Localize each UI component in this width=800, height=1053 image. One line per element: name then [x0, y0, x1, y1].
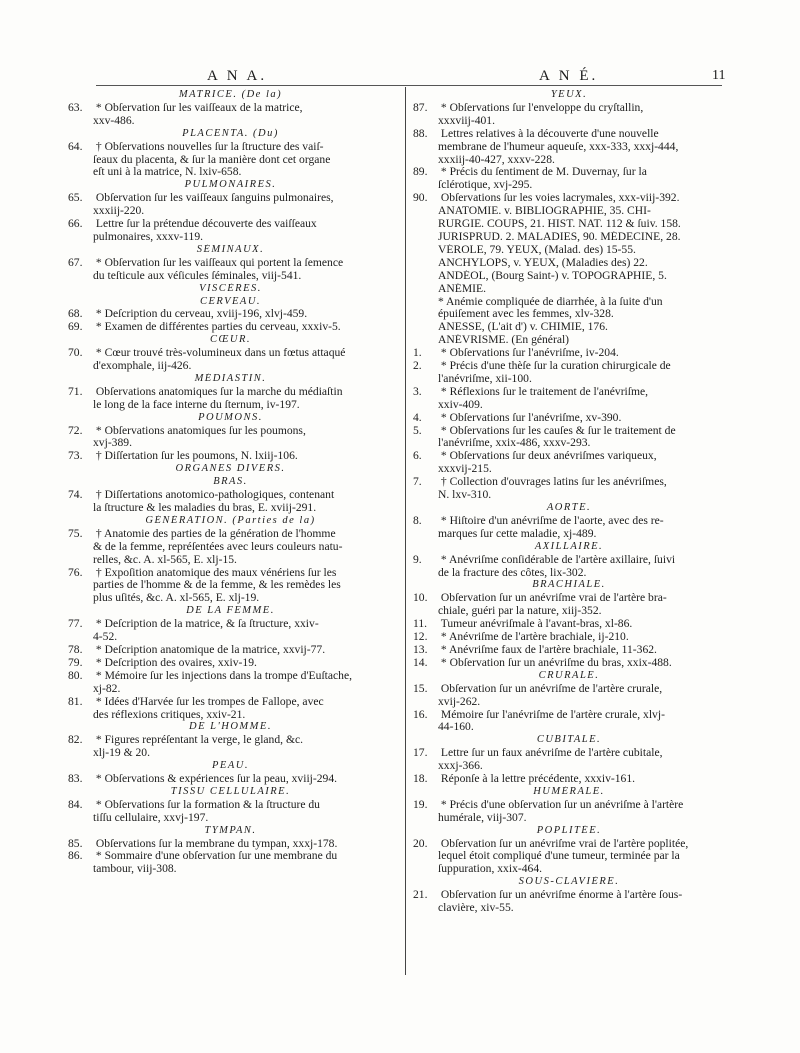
entry-continuation: lequel étoit compliqué d'une tumeur, terminée par la — [438, 850, 680, 863]
entry-text: * Obſervations anatomiques ſur les poumons, — [93, 424, 306, 437]
entry-number: 18. — [413, 773, 428, 786]
entry-number: 20. — [413, 837, 428, 850]
column-divider — [405, 87, 406, 975]
entry-text: * Obſervation ſur les vaiſſeaux qui portent la ſemence — [93, 256, 344, 269]
entry-text: Tumeur anévriſmale à l'avant-bras, xl-86. — [438, 618, 633, 631]
entry-number: 74. — [68, 489, 83, 502]
section-heading: DE L'HOMME. — [189, 721, 272, 733]
entry-number: 81. — [68, 695, 83, 708]
entry-continuation: xlj-19 & 20. — [93, 747, 151, 760]
entry-text: * Précis du ſentiment de M. Duvernay, ſur la — [438, 166, 647, 179]
section-heading: SÉMINAUX. — [196, 243, 265, 255]
index-entry — [68, 618, 393, 631]
entry-number: 63. — [68, 101, 83, 114]
index-entry — [413, 476, 725, 489]
entry-number: 73. — [68, 450, 83, 463]
section-heading: BRAS. — [213, 476, 248, 488]
entry-text: Lettre ſur un faux anévriſme de l'artère cubitale, — [438, 747, 663, 760]
index-entry — [68, 321, 393, 334]
entry-number: 15. — [413, 682, 428, 695]
index-entry — [68, 696, 393, 709]
running-header-left: A N A. — [207, 68, 268, 84]
running-header-right: A N É. — [539, 68, 599, 84]
entry-number: 68. — [68, 308, 83, 321]
entry-text: Obſervations ſur les voies lacrymales, xxx-viij-392. — [438, 192, 680, 205]
entry-continuation: de la fracture des côtes, lix-302. — [438, 566, 587, 579]
index-entry — [68, 489, 393, 502]
entry-text: * Réflexions ſur le traitement de l'anévriſme, — [438, 385, 649, 398]
section-heading: CŒUR. — [209, 334, 252, 346]
entry-number: 9. — [413, 553, 422, 566]
entry-continuation: l'anévriſme, xii-100. — [438, 372, 532, 385]
index-entry — [68, 450, 393, 463]
section-heading: YEUX. — [550, 89, 588, 100]
entry-continuation: chiale, guéri par la nature, xiij-352. — [438, 605, 602, 618]
index-entry — [68, 425, 393, 438]
index-entry — [68, 218, 393, 231]
entry-text: * Anévriſme faux de l'artère brachiale, 11-362. — [438, 643, 657, 656]
entry-continuation: * Anémie compliquée de diarrhée, à la ſuite d'un — [438, 295, 663, 308]
index-entry — [68, 773, 393, 786]
index-entry — [413, 192, 725, 205]
index-entry — [68, 644, 393, 657]
section-heading: ORGANES DIVERS. — [175, 463, 286, 475]
entry-text: Obſervations ſur la membrane du tympan, xxxj-178. — [93, 837, 338, 850]
entry-text: * Figures repréſentant la verge, le gland, &c. — [93, 734, 304, 747]
entry-number: 4. — [413, 411, 422, 424]
entry-continuation: xxxviij-401. — [438, 114, 496, 127]
index-entry — [68, 347, 393, 360]
entry-number: 79. — [68, 656, 83, 669]
entry-text: * Idées d'Harvée ſur les trompes de Fallope, avec — [93, 695, 324, 708]
index-entry — [68, 657, 393, 670]
entry-text: * Anévriſme de l'artère brachiale, ij-210. — [438, 631, 629, 644]
entry-text: † Diſſertations anotomico-pathologiques, contenant — [93, 489, 335, 502]
index-term: ANESSE, (L'ait d') v. CHIMIE, 176. — [438, 321, 608, 334]
entry-text: * Obſervations ſur la formation & la ſtructure du — [93, 798, 320, 811]
index-entry — [413, 644, 725, 657]
entry-text: Mémoire ſur l'anévriſme de l'artère crurale, xlvj- — [438, 708, 665, 721]
index-entry — [413, 631, 725, 644]
section-heading: PEAU. — [212, 760, 249, 772]
entry-number: 13. — [413, 643, 428, 656]
entry-continuation: N. lxv-310. — [438, 489, 492, 502]
entry-number: 89. — [413, 166, 428, 179]
entry-continuation: xj-82. — [93, 682, 121, 695]
index-entry — [68, 670, 393, 683]
entry-continuation: pulmonaires, xxxv-119. — [93, 230, 204, 243]
entry-number: 67. — [68, 256, 83, 269]
entry-number: 88. — [413, 127, 428, 140]
section-heading: MATRICE. (De la) — [178, 89, 283, 100]
entry-number: 78. — [68, 643, 83, 656]
entry-text: * Deſcription de la matrice, & ſa ſtructure, xxiv- — [93, 618, 319, 631]
section-heading: CRURALE. — [538, 669, 600, 681]
entry-number: 7. — [413, 476, 422, 489]
entry-continuation: plus uſités, &c. A. xl-565, E. xlj-19. — [93, 592, 260, 605]
entry-continuation: eſt uni à la matrice, N. lxiv-658. — [93, 166, 242, 179]
section-heading: AORTE. — [546, 502, 592, 513]
index-entry — [413, 554, 725, 567]
index-entry — [413, 747, 725, 760]
entry-number: 3. — [413, 385, 422, 398]
entry-continuation: relles, &c. A. xl-565, E. xlj-15. — [93, 553, 237, 566]
section-heading: CERVEAU. — [199, 295, 262, 307]
entry-continuation: ſclérotique, xvj-295. — [438, 179, 533, 192]
entry-text: * Précis d'une thèſe ſur la curation chirurgicale de — [438, 360, 671, 373]
entry-number: 17. — [413, 747, 428, 760]
entry-text: Obſervation ſur un anévriſme vrai de l'artère bra- — [438, 592, 667, 605]
entry-number: 6. — [413, 450, 422, 463]
entry-text: * Obſervation ſur les vaiſſeaux de la matrice, — [93, 101, 303, 114]
index-entry — [68, 734, 393, 747]
entry-continuation: d'exomphale, iij-426. — [93, 360, 192, 373]
entry-text: * Obſervation ſur un anévriſme du bras, xxix-488. — [438, 656, 672, 669]
index-entry — [68, 386, 393, 399]
entry-text: * Obſervations & expériences ſur la peau, xviij-294. — [93, 773, 338, 786]
section-heading: POPLITÉE. — [536, 824, 602, 836]
right-column — [413, 89, 725, 915]
entry-continuation: xxxiij-220. — [93, 205, 145, 218]
section-heading: HUMÉRALE. — [533, 785, 605, 797]
index-entry — [68, 192, 393, 205]
index-term: ANÉVRISME. (En général) — [438, 334, 570, 347]
entry-continuation: xxxiij-40-427, xxxv-228. — [438, 153, 555, 166]
section-heading: PULMONAIRES. — [184, 179, 277, 191]
page-number: 11 — [712, 68, 726, 83]
section-heading: AXILLAIRE. — [534, 540, 604, 552]
entry-text: Lettre ſur la prétendue découverte des vaiſſeaux — [93, 218, 317, 231]
index-entry — [413, 450, 725, 463]
index-entry — [413, 347, 725, 360]
section-heading: PLACENTA. (Du) — [182, 127, 279, 139]
entry-number: 5. — [413, 424, 422, 437]
index-entry — [413, 166, 725, 179]
left-column — [68, 89, 393, 876]
index-entry — [413, 412, 725, 425]
entry-text: † Expoſition anatomique des maux vénériens ſur les — [93, 566, 337, 579]
entry-continuation: membrane de l'humeur aqueuſe, xxx-333, xxxj-444, — [438, 140, 679, 153]
entry-text: * Hiſtoire d'un anévriſme de l'aorte, avec des re- — [438, 514, 664, 527]
entry-continuation: xxxvij-215. — [438, 463, 492, 476]
entry-continuation: la ſtructure & les maladies du bras, E. xviij-291. — [93, 502, 317, 514]
entry-number: 21. — [413, 889, 428, 902]
entry-continuation: tambour, viij-308. — [93, 863, 177, 876]
entry-text: † Collection d'ouvrages latins ſur les anévriſmes, — [438, 476, 667, 489]
entry-number: 76. — [68, 566, 83, 579]
index-entry — [413, 425, 725, 438]
section-heading: VISCÈRES. — [199, 282, 262, 294]
section-heading: BRACHIALE. — [532, 579, 606, 591]
index-entry — [68, 799, 393, 812]
index-entry — [68, 850, 393, 863]
index-entry — [413, 709, 725, 722]
entry-continuation: 4-52. — [93, 631, 118, 644]
entry-number: 86. — [68, 850, 83, 863]
entry-continuation: tiſſu cellulaire, xxvj-197. — [93, 811, 209, 824]
entry-continuation: ſuppuration, xxix-464. — [438, 863, 543, 876]
index-entry — [413, 838, 725, 851]
entry-continuation: l'anévriſme, xxix-486, xxxv-293. — [438, 437, 591, 450]
index-entry — [413, 683, 725, 696]
entry-number: 2. — [413, 360, 422, 373]
entry-number: 87. — [413, 101, 428, 114]
entry-continuation: parties de l'homme & de la femme, & les remèdes les — [93, 579, 341, 592]
entry-number: 71. — [68, 385, 83, 398]
entry-text: * Obſervations ſur deux anévriſmes variqueux, — [438, 450, 657, 463]
entry-text: * Obſervations ſur les cauſes & ſur le traitement de — [438, 424, 676, 437]
entry-continuation: des réflexions critiques, xxiv-21. — [93, 708, 246, 721]
entry-text: Obſervation ſur un anévriſme de l'artère crurale, — [438, 682, 663, 695]
entry-number: 84. — [68, 798, 83, 811]
section-heading: MÉDIASTIN. — [194, 372, 267, 384]
entry-continuation: ſeaux du placenta, & ſur la manière dont cet organe — [93, 153, 331, 166]
entry-number: 8. — [413, 514, 422, 527]
entry-continuation: JURISPRUD. 2. MALADIES, 90. MÉDECINE, 28. — [438, 230, 681, 243]
entry-number: 16. — [413, 708, 428, 721]
index-entry — [68, 102, 393, 115]
index-term: ANDÉOL, (Bourg Saint-) v. TOPOGRAPHIE, 5. — [438, 269, 667, 282]
index-entry — [413, 799, 725, 812]
entry-number: 70. — [68, 347, 83, 360]
index-term: ANATOMIE. v. BIBLIOGRAPHIE, 35. CHI- — [438, 205, 651, 218]
index-entry — [68, 838, 393, 851]
entry-number: 14. — [413, 656, 428, 669]
entry-text: * Obſervations ſur l'anévriſme, iv-204. — [438, 347, 619, 360]
index-entry — [413, 618, 725, 631]
entry-number: 77. — [68, 618, 83, 631]
entry-continuation: xxv-486. — [93, 114, 135, 127]
entry-continuation: & de la femme, repréſentées avec leurs couleurs natu- — [93, 540, 343, 553]
entry-continuation: du teſticule aux véſicules ſéminales, viij-541. — [93, 269, 302, 282]
section-heading: GÉNÉRATION. (Parties de la) — [145, 514, 316, 526]
entry-number: 64. — [68, 140, 83, 153]
entry-number: 69. — [68, 321, 83, 334]
entry-number: 75. — [68, 527, 83, 540]
entry-number: 90. — [413, 192, 428, 205]
entry-continuation: xvj-389. — [93, 437, 132, 450]
entry-text: * Deſcription des ovaires, xxiv-19. — [93, 656, 257, 669]
entry-continuation: humérale, viij-307. — [438, 811, 527, 824]
section-heading: POUMONS. — [198, 411, 263, 423]
entry-text: Obſervation ſur les vaiſſeaux ſanguins pulmonaires, — [93, 192, 334, 205]
index-entry — [413, 386, 725, 399]
header-rule — [96, 85, 722, 86]
entry-continuation: xxxj-366. — [438, 760, 483, 773]
entry-continuation: 44-160. — [438, 721, 474, 734]
entry-text: * Obſervations ſur l'enveloppe du cryſtallin, — [438, 101, 644, 114]
entry-text: * Deſcription du cerveau, xviij-196, xlvj-459. — [93, 308, 308, 321]
section-heading: CUBITALE. — [536, 734, 602, 746]
entry-continuation: épuiſement avec les femmes, xlv-328. — [438, 308, 614, 321]
index-entry — [413, 128, 725, 141]
entry-continuation: xvij-262. — [438, 695, 481, 708]
index-entry — [68, 567, 393, 580]
entry-continuation: marques ſur cette maladie, xj-489. — [438, 527, 597, 540]
index-entry — [413, 657, 725, 670]
entry-text: † Obſervations nouvelles ſur la ſtructure des vaiſ- — [93, 140, 324, 153]
section-heading: DE LA FEMME. — [186, 605, 275, 617]
entry-text: Réponſe à la lettre précédente, xxxiv-161. — [438, 773, 636, 786]
entry-text: * Deſcription anatomique de la matrice, xxvij-77. — [93, 643, 326, 656]
index-entry — [68, 308, 393, 321]
entry-text: Lettres relatives à la découverte d'une nouvelle — [438, 127, 659, 140]
index-entry — [413, 889, 725, 902]
entry-continuation: xxiv-409. — [438, 398, 483, 411]
entry-number: 65. — [68, 192, 83, 205]
entry-text: Obſervation ſur un anévriſme énorme à l'artère ſous- — [438, 889, 683, 902]
entry-number: 19. — [413, 798, 428, 811]
entry-text: Obſervations anatomiques ſur la marche du médiaſtin — [93, 385, 343, 398]
section-heading: SOUS-CLAVIÈRE. — [518, 876, 620, 888]
index-entry — [413, 592, 725, 605]
index-entry — [413, 360, 725, 373]
entry-number: 10. — [413, 592, 428, 605]
index-term: ANCHYLOPS, v. YEUX, (Maladies des) 22. — [438, 256, 648, 269]
index-entry — [68, 257, 393, 270]
index-entry — [413, 515, 725, 528]
entry-text: † Anatomie des parties de la génération de l'homme — [93, 527, 336, 540]
entry-number: 11. — [413, 618, 428, 631]
entry-text: * Sommaire d'une obſervation ſur une membrane du — [93, 850, 338, 863]
index-entry — [413, 773, 725, 786]
entry-text: † Diſſertation ſur les poumons, N. lxiij-106. — [93, 450, 298, 463]
section-heading: TISSU CELLULAIRE. — [170, 785, 291, 797]
entry-number: 82. — [68, 734, 83, 747]
entry-text: Obſervation ſur un anévriſme vrai de l'artère poplitée, — [438, 837, 689, 850]
entry-number: 85. — [68, 837, 83, 850]
entry-number: 72. — [68, 424, 83, 437]
entry-text: * Examen de différentes parties du cerveau, xxxiv-5. — [93, 321, 341, 334]
entry-continuation: VÉROLE, 79. YEUX, (Malad. des) 15-55. — [438, 243, 636, 256]
section-heading: TYMPAN. — [204, 824, 257, 836]
index-entry — [68, 528, 393, 541]
entry-continuation: le long de la face interne du ſternum, iv-197. — [93, 398, 300, 411]
entry-text: * Mémoire ſur les injections dans la trompe d'Euſtache, — [93, 669, 353, 682]
index-entry — [68, 141, 393, 154]
entry-number: 12. — [413, 631, 428, 644]
index-entry — [413, 102, 725, 115]
entry-text: * Obſervations ſur l'anévriſme, xv-390. — [438, 411, 622, 424]
entry-continuation: RURGIE. COUPS, 21. HIST. NAT. 112 & ſuiv. 158. — [438, 218, 681, 231]
entry-text: * Précis d'une obſervation ſur un anévriſme à l'artère — [438, 798, 684, 811]
entry-text: * Cœur trouvé très-volumineux dans un fœtus attaqué — [93, 347, 346, 360]
entry-number: 80. — [68, 669, 83, 682]
entry-continuation: clavière, xiv-55. — [438, 902, 514, 915]
entry-number: 83. — [68, 773, 83, 786]
entry-number: 1. — [413, 347, 422, 360]
entry-text: * Anévriſme conſidérable de l'artère axillaire, ſuivi — [438, 553, 676, 566]
entry-number: 66. — [68, 218, 83, 231]
index-term: ANÉMIE. — [438, 282, 486, 295]
